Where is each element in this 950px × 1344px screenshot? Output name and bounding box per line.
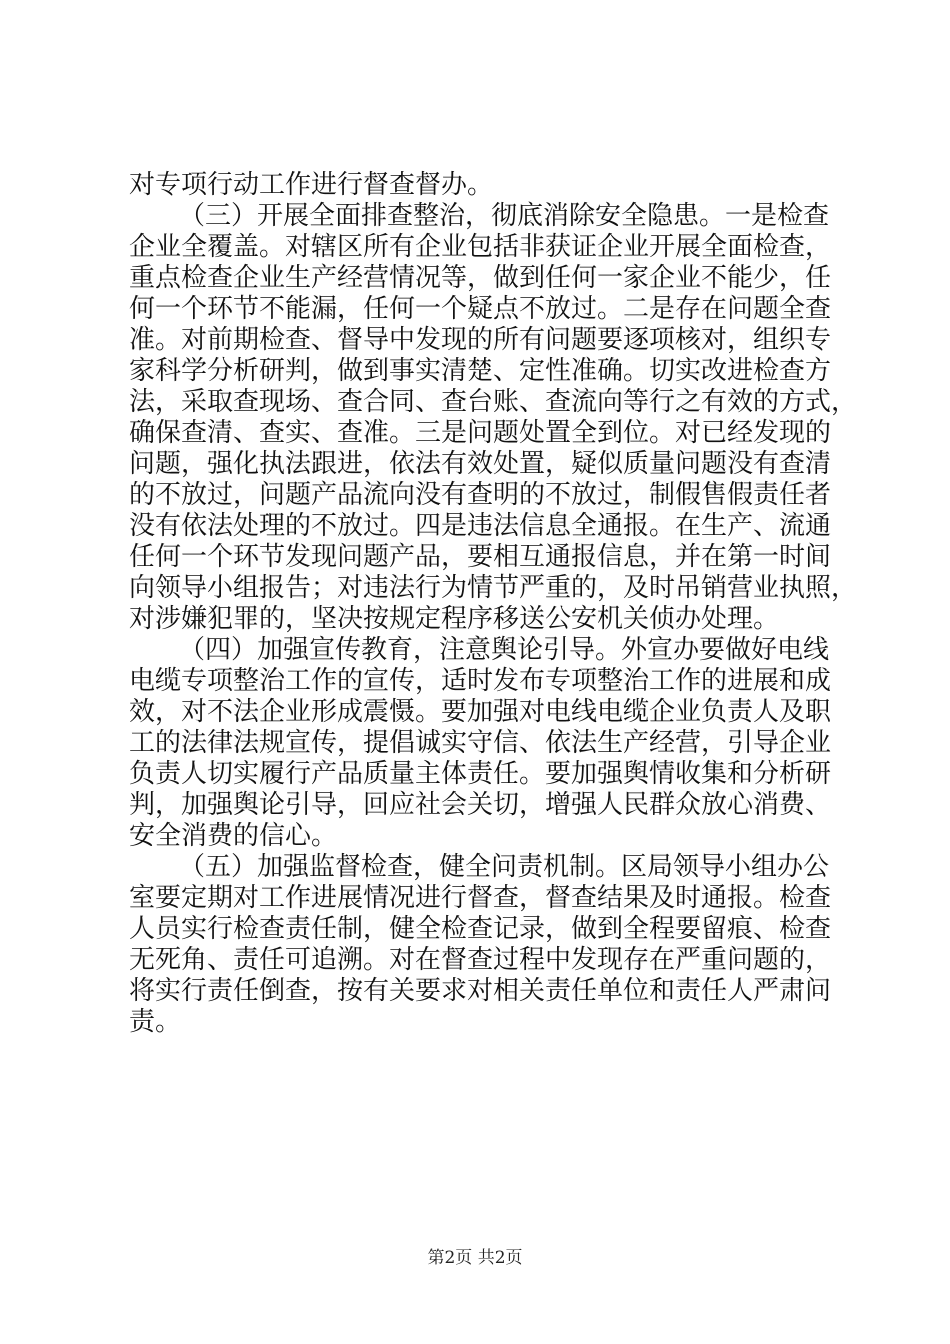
text-line: 效，对不法企业形成震慑。要加强对电线电缆企业负责人及职 (129, 697, 832, 727)
text-line: 判，加强舆论引导，回应社会关切，增强人民群众放心消费、 (129, 790, 832, 820)
text-line: 对专项行动工作进行督查督办。 (129, 170, 494, 200)
text-line: 责。 (129, 1007, 182, 1037)
text-line: 重点检查企业生产经营情况等，做到任何一家企业不能少，任 (129, 263, 832, 293)
text-line: 无死角、责任可追溯。对在督查过程中发现存在严重问题的， (129, 945, 832, 975)
paragraph-3 (129, 635, 835, 852)
text-line: 没有依法处理的不放过。四是违法信息全通报。在生产、流通 (129, 511, 832, 541)
text-line: 何一个环节不能漏，任何一个疑点不放过。二是存在问题全查 (129, 294, 832, 324)
text-line: 对涉嫌犯罪的，坚决按规定程序移送公安机关侦办处理。 (129, 604, 780, 634)
paragraph-2 (129, 201, 858, 635)
text-line: 负责人切实履行产品质量主体责任。要加强舆情收集和分析研 (129, 759, 832, 789)
text-line: 企业全覆盖。对辖区所有企业包括非获证企业开展全面检查， (129, 232, 832, 262)
page-number: 第2页 共2页 (427, 1248, 523, 1268)
text-line: 人员实行检查责任制，健全检查记录，做到全程要留痕、检查 (129, 914, 832, 944)
text-line: 将实行责任倒查，按有关要求对相关责任单位和责任人严肃问 (129, 976, 832, 1006)
text-line: 电缆专项整治工作的宣传，适时发布专项整治工作的进展和成 (129, 666, 832, 696)
text-line: 任何一个环节发现问题产品，要相互通报信息，并在第一时间 (129, 542, 832, 572)
text-line: 家科学分析研判，做到事实清楚、定性准确。切实改进检查方 (129, 356, 832, 386)
text-line: （五）加强监督检查，健全问责机制。区局领导小组办公 (179, 852, 830, 882)
text-line: 安全消费的信心。 (129, 821, 338, 851)
text-line: （三）开展全面排查整治，彻底消除安全隐患。一是检查 (179, 201, 830, 231)
text-line: 向领导小组报告；对违法行为情节严重的，及时吊销营业执照， (129, 573, 858, 603)
text-line: 室要定期对工作进展情况进行督查，督查结果及时通报。检查 (129, 883, 832, 913)
text-line: 法，采取查现场、查合同、查台账、查流向等行之有效的方式， (129, 387, 858, 417)
document-body (129, 170, 858, 1038)
text-line: 问题，强化执法跟进，依法有效处置，疑似质量问题没有查清 (129, 449, 832, 479)
text-line: 的不放过，问题产品流向没有查明的不放过，制假售假责任者 (129, 480, 832, 510)
text-line: 确保查清、查实、查准。三是问题处置全到位。对已经发现的 (129, 418, 832, 448)
text-line: 工的法律法规宣传，提倡诚实守信、依法生产经营，引导企业 (129, 728, 832, 758)
paragraph-4 (129, 852, 835, 1038)
text-line: （四）加强宣传教育，注意舆论引导。外宣办要做好电线 (179, 635, 830, 665)
paragraph-1 (129, 170, 835, 201)
text-line: 准。对前期检查、督导中发现的所有问题要逐项核对，组织专 (129, 325, 832, 355)
